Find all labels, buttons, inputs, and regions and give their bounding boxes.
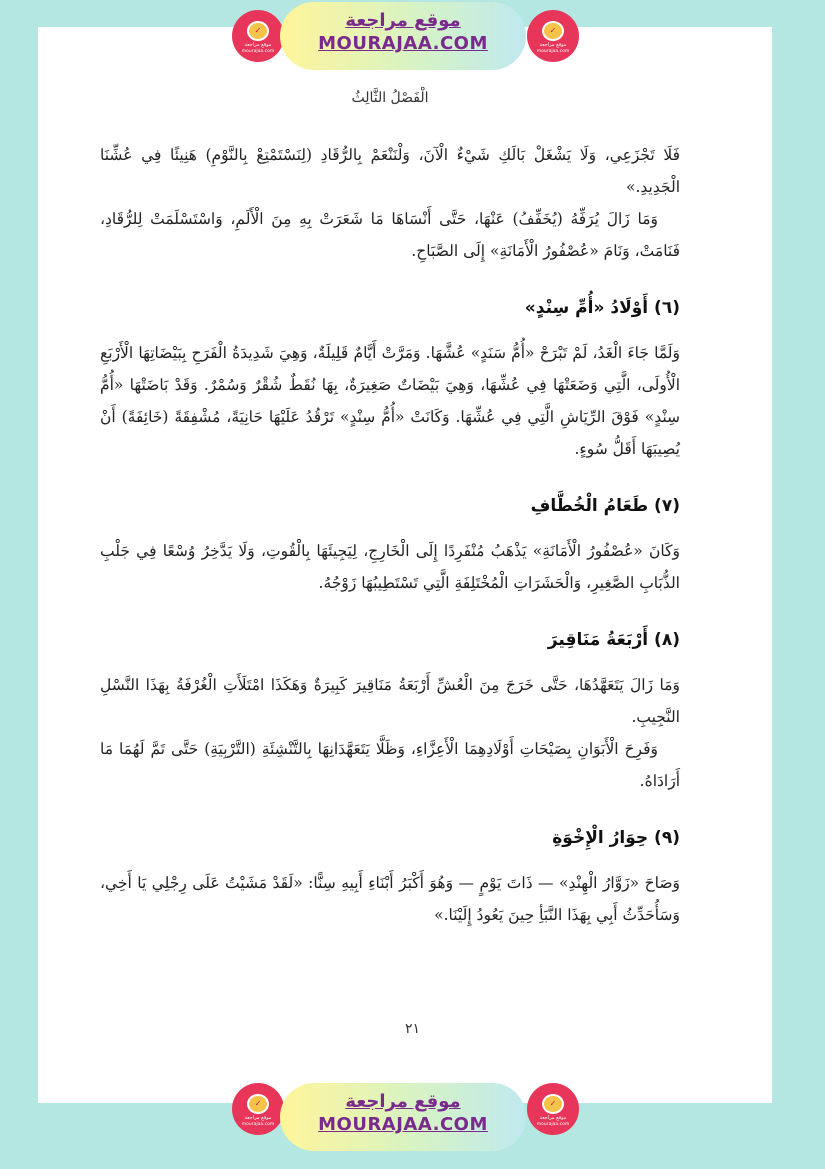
site-banner-bottom[interactable] bbox=[280, 1083, 526, 1151]
paragraph: وَلَمَّا جَاءَ الْغَدُ، لَمْ تَبْرَحْ «أُمُّ سَنَدٍ» عُشَّهَا. وَمَرَّتْ أَيَّامٌ قَلِيلَةٌ، وَهِيَ شَدِيدَةُ الْفَرَحِ بِبَيْضَاتِهَا الْأَرْبَعِ الْأُولَى، الَّتِي وَضَعَتْهَا فِي عُشِّهَا، وَهِيَ بَيْضَاتٌ صَغِيرَةٌ، بِهَا نُقَطٌ شُقْرٌ وَسُمْرٌ. وَقَدْ بَاضَتْهَا «أُمُّ سِنْدٍ» فَوْقَ الرِّيَاشِ الَّتِي فِي عُشِّهَا. وَكَانَتْ «أُمُّ سِنْدٍ» تَرْقُدُ عَلَيْهَا حَانِيَةً، مُشْفِقَةً (خَائِفَةً) أَنْ يُصِيبَهَا أَقَلُّ سُوءٍ. bbox=[100, 344, 680, 458]
site-domain-link[interactable]: MOURAJAA.COM bbox=[318, 33, 488, 54]
logo-mark: ✓ bbox=[247, 1094, 269, 1114]
site-logo-icon[interactable] bbox=[232, 1083, 284, 1135]
logo-caption-ar: موقع مراجعة bbox=[244, 1115, 272, 1121]
logo-caption-en: mourajaa.com bbox=[241, 49, 275, 54]
site-domain-link[interactable]: MOURAJAA.COM bbox=[318, 1114, 488, 1135]
site-name-arabic[interactable]: موقع مراجعة bbox=[345, 1091, 461, 1112]
section-heading: (٧) طَعَامُ الْخُطَّافِ bbox=[530, 496, 680, 516]
site-banner-top[interactable] bbox=[280, 2, 526, 70]
paragraph: وَمَا زَالَ يَتَعَهَّدُهَا، حَتَّى خَرَجَ مِنَ الْعُشِّ أَرْبَعَةُ مَنَاقِيرَ كَبِيرَةٌ وَهَكَذَا امْتَلَأَتِ الْغُرْفَةُ بِهَذَا النَّسْلِ النَّجِيبِ. bbox=[100, 676, 680, 726]
site-logo-icon[interactable] bbox=[232, 10, 284, 62]
site-logo-icon[interactable] bbox=[527, 1083, 579, 1135]
paragraph: فَلَا تَجْزَعِي، وَلَا يَشْغَلْ بَالَكِ شَيْءٌ الْآنَ، وَلْنَنْعَمْ بِالرُّقَادِ (لِنَسْتَمْتِعْ بِالنَّوْمِ) هَنِيئًا فِي عُشِّنَا الْجَدِيدِ.» bbox=[100, 146, 680, 196]
document-body bbox=[100, 90, 680, 931]
logo-mark: ✓ bbox=[542, 1094, 564, 1114]
site-name-arabic[interactable]: موقع مراجعة bbox=[345, 10, 461, 31]
logo-caption-ar: موقع مراجعة bbox=[539, 42, 567, 48]
chapter-title: الْفَصْلُ الثَّالِثُ bbox=[351, 90, 429, 106]
section-heading: (٨) أَرْبَعَةُ مَنَاقِيرَ bbox=[547, 630, 680, 650]
logo-caption-ar: موقع مراجعة bbox=[539, 1115, 567, 1121]
logo-caption-ar: موقع مراجعة bbox=[244, 42, 272, 48]
logo-caption-en: mourajaa.com bbox=[241, 1122, 275, 1127]
page-number: ٢١ bbox=[404, 1021, 421, 1037]
paragraph: وَمَا زَالَ يُرَفِّهُ (يُخَفِّفُ) عَنْهَا، حَتَّى أَنْسَاهَا مَا شَعَرَتْ بِهِ مِنَ الْأَلَمِ، وَاسْتَسْلَمَتْ لِلرُّقَادِ، فَنَامَتْ، وَنَامَ «عُصْفُورُ الْأَمَانَةِ» إِلَى الصَّبَاحِ. bbox=[100, 210, 680, 260]
logo-caption-en: mourajaa.com bbox=[536, 1122, 570, 1127]
paragraph: وَفَرِحَ الْأَبَوَانِ بِصَيْحَاتِ أَوْلَادِهِمَا الْأَعِزَّاءِ، وَظَلَّا يَتَعَهَّدَانِهَا بِالتَّنْشِئَةِ (التَّرْبِيَةِ) حَتَّى تَمَّ لَهُمَا مَا أَرَادَاهُ. bbox=[100, 740, 680, 790]
section-heading: (٦) أَوْلَادُ «أُمِّ سِنْدٍ» bbox=[524, 298, 680, 318]
logo-caption-en: mourajaa.com bbox=[536, 49, 570, 54]
logo-mark: ✓ bbox=[247, 21, 269, 41]
paragraph: وَصَاحَ «زَوَّارُ الْهِنْدِ» — ذَاتَ يَوْمٍ — وَهُوَ أَكْبَرُ أَبْنَاءِ أَبِيهِ سِنًّا: «لَقَدْ مَشَيْتُ عَلَى رِجْلِي يَا أَخِي، وَسَأُحَدِّثُ أَبِي بِهَذَا النَّبَأِ حِينَ يَعُودُ إِلَيْنَا.» bbox=[100, 874, 680, 924]
site-logo-icon[interactable] bbox=[527, 10, 579, 62]
section-heading: (٩) حِوَارُ الْإِخْوَةِ bbox=[552, 828, 680, 848]
paragraph: وَكَانَ «عُصْفُورُ الْأَمَانَةِ» يَذْهَبُ مُنْفَرِدًا إِلَى الْخَارِجِ، لِيَجِيئَهَا بِالْقُوتِ، وَلَا يَدَّخِرُ وُسْعًا فِي جَلْبِ الذُّبَابِ الصَّغِيرِ، وَالْحَشَرَاتِ الْمُخْتَلِفَةِ الَّتِي تَسْتَطِيبُهَا زَوْجُهُ. bbox=[100, 542, 680, 592]
logo-mark: ✓ bbox=[542, 21, 564, 41]
